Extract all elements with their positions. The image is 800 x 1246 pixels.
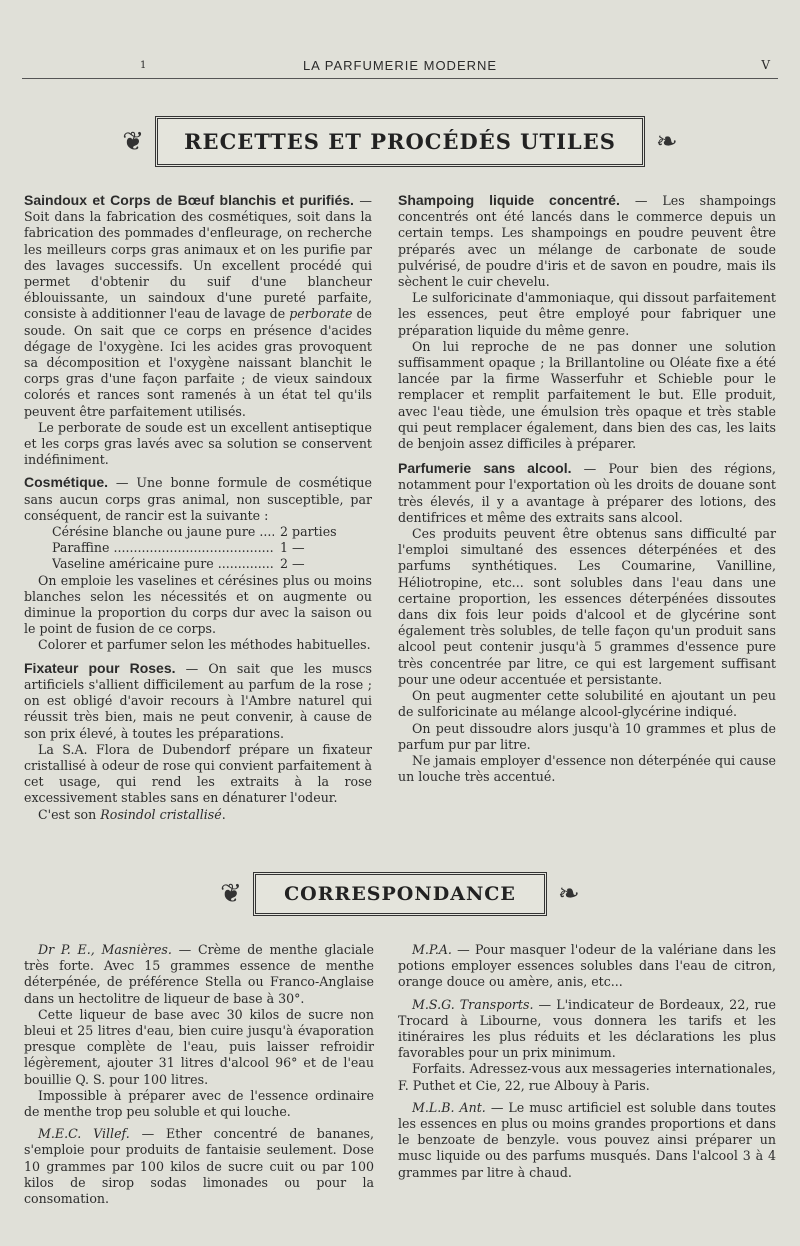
- ingredient-qty: 2 parties: [280, 524, 337, 540]
- article-saindoux: [24, 192, 372, 420]
- article-text: — Soit dans la fabrication des cosmétiques, soit dans la fabrication des pommades d'enfleurage, on recherche les meilleurs corps gras animaux et on les purifie par des lavages successifs. Un excellent procédé qui permet d'obtenir du suif d'une blancheur éblouissante, un saindoux d'une pureté parfaite, consiste à additionner l'eau de lavage de: [24, 193, 372, 322]
- letter-entry: [24, 942, 374, 1007]
- ingredient-name: Paraffine .....: [52, 540, 274, 556]
- page-mark: 1: [140, 60, 147, 71]
- article-parfumerie: [398, 460, 776, 526]
- correspondent-initials: M.L.B. Ant.: [412, 1099, 486, 1115]
- correspondent-initials: M.P.A.: [412, 942, 452, 957]
- letter-entry: [24, 1126, 374, 1207]
- article-heading: Parfumerie sans alcool.: [398, 460, 572, 477]
- page-number: V: [761, 58, 770, 72]
- section-banner-correspondance: [0, 872, 800, 916]
- running-header: [22, 58, 778, 79]
- correspondance-right: [398, 942, 776, 1181]
- recipe-row: [52, 524, 372, 540]
- article-text: — Une bonne formule de cosmétique sans aucun corps gras animal, non susceptible, par conséquent, de rancir est la suivante :: [24, 475, 372, 523]
- correspondent-initials: M.S.G. Transports.: [412, 996, 534, 1012]
- article-fixateur: [24, 660, 372, 742]
- paragraph: Ne jamais employer d'essence non déterpénée qui cause un louche très accentué.: [398, 752, 776, 785]
- correspondance-left: [24, 942, 374, 1207]
- paragraph: Le perborate de soude est un excellent antiseptique et les corps gras lavés avec sa solution se conservent indéfiniment.: [24, 419, 372, 468]
- letter-text: — Pour masquer l'odeur de la valériane dans les potions employer essences solubles dans l'eau de citron, orange douce ou amère, anis, etc...: [398, 942, 776, 990]
- article-text: .: [221, 806, 226, 822]
- paragraph: On lui reproche de ne pas donner une solution suffisamment opaque ; la Brillantoline ou Oléate fixe a été lancée par la firme Wasserfuhr et Schieble pour le remplacer et remplit parfaitement le but. Elle produit, avec l'eau tiède, une émulsion très opaque et très stable qui peut remplacer également, dans bien des cas, les laits de benjoin assez difficiles à préparer.: [398, 338, 776, 452]
- letter-entry: [398, 997, 776, 1062]
- article-heading: Cosmétique.: [24, 474, 109, 491]
- recipe-row: [52, 540, 372, 556]
- paragraph: [24, 807, 372, 823]
- article-text: — Pour bien des régions, notamment pour l'exportation où les droits de douane sont très élevés, il y a avantage à préparer des lotions, des dentifrices et même des extraits sans alcool.: [398, 461, 776, 525]
- recipe-table: [52, 524, 372, 573]
- paragraph: La S.A. Flora de Dubendorf prépare un fixateur cristallisé à odeur de rose qui convient parfaitement à cet usage, qui rend les extraits à la rose excessivement stables sans en dénaturer l'odeur.: [24, 741, 372, 806]
- ingredient-qty: 2 —: [280, 556, 305, 572]
- ingredient-name: Vaseline américaine pure .....: [52, 556, 274, 572]
- article-text: — On sait que les muscs artificiels s'allient difficilement au parfum de la rose ; on est obligé d'avoir recours à l'Ambre naturel qui réussit très bien, mais ne peut convenir, à cause de son prix élevé, à toutes les préparations.: [24, 660, 372, 741]
- ingredient-qty: 1 —: [280, 540, 305, 556]
- letter-text: — Ether concentré de bananes, s'emploie pour produits de fantaisie seulement. Dose 10 grammes par 100 kilos de sucre cuit ou par 100 kilos de sirop sodas limonades ou pour la consomation.: [24, 1126, 374, 1207]
- article-text: de soude. On sait que ce corps en présence d'acides dégage de l'oxygène. Ici les acides gras provoquent sa décomposition et l'oxygène naissant blanchit le corps gras d'une façon parfaite ; de vieux saindoux colorés et rances sont ramenés à un état tel qu'ils peuvent être parfaitement utilisés.: [24, 306, 372, 419]
- recipe-row: [52, 556, 372, 572]
- paragraph: Impossible à préparer avec de l'essence ordinaire de menthe trop peu soluble et qui louche.: [24, 1087, 374, 1120]
- article-heading: Saindoux et Corps de Bœuf blanchis et purifiés.: [24, 192, 354, 208]
- paragraph: On peut dissoudre alors jusqu'à 10 grammes et plus de parfum pur par litre.: [398, 720, 776, 752]
- article-text: — Les shampoings concentrés ont été lancés dans le commerce depuis un certain temps. Les shampoings en poudre peuvent être préparés avec un mélange de carbonate de soude pulvérisé, de poudre d'iris et de savon en poudre, mais ils sèchent le cuir chevelu.: [398, 193, 776, 290]
- fleuron-right-icon: ❧: [655, 126, 678, 157]
- section-banner-recettes: [0, 116, 800, 167]
- paragraph: Forfaits. Adressez-vous aux messageries internationales, F. Puthet et Cie, 22, rue Albouy à Paris.: [398, 1061, 776, 1093]
- right-column: [398, 188, 776, 785]
- article-cosmetique: [24, 474, 372, 524]
- article-heading: Fixateur pour Roses.: [24, 659, 176, 676]
- paragraph: On emploie les vaselines et cérésines plus ou moins blanches selon les nécessités et on augmente ou diminue la proportion du corps dur avec la saison ou le point de fusion de ce corps.: [24, 572, 372, 637]
- left-column: [24, 188, 372, 823]
- letter-text: — Le musc artificiel est soluble dans toutes les essences en plus ou moins grandes proportions et dans le benzoate de benzyle. vous pouvez ainsi préparer un musc liquide ou des parfums musqués. Dans l'alcool 3 à 4 grammes par litre à chaud.: [398, 1099, 777, 1180]
- article-text: C'est son: [38, 806, 101, 822]
- fleuron-left-icon: ❦: [122, 126, 144, 157]
- running-title: LA PARFUMERIE MODERNE: [302, 58, 498, 73]
- paragraph: Colorer et parfumer selon les méthodes habituelles.: [38, 637, 371, 653]
- section-title: CORRESPONDANCE: [284, 883, 516, 905]
- ingredient-name: Cérésine blanche ou jaune pure .....: [52, 524, 274, 540]
- emphasis-text: perborate: [289, 306, 353, 322]
- letter-text: — Crème de menthe glaciale très forte. Avec 15 grammes essence de menthe déterpénée, de préférence Stella ou Franco-Anglaise dans un hectolitre de liqueur de base à 30°.: [24, 942, 374, 1006]
- letter-entry: [398, 942, 776, 991]
- fleuron-left-icon: ❦: [220, 879, 242, 909]
- section-title-box: [155, 116, 645, 167]
- fleuron-right-icon: ❧: [558, 879, 580, 909]
- article-heading: Shampoing liquide concentré.: [398, 192, 620, 208]
- emphasis-text: Rosindol cristallisé: [100, 806, 222, 822]
- section-title: RECETTES ET PROCÉDÉS UTILES: [184, 129, 616, 154]
- letter-entry: [398, 1100, 776, 1181]
- paragraph: On peut augmenter cette solubilité en ajoutant un peu de sulforicinate au mélange alcool-glycérine indiqué.: [398, 688, 776, 720]
- correspondent-initials: M.E.C. Villef.: [38, 1126, 130, 1142]
- paragraph: Ces produits peuvent être obtenus sans difficulté par l'emploi simultané des essences déterpénées et des parfums synthétiques. Les Coumarine, Vanilline, Héliotropine, etc... sont solubles dans l'eau dans une certaine proportion, les essences déterpénées dissoutes dans dix fois leur poids d'alcool et de glycérine sont également très solubles, de telle façon qu'un produit sans alcool peut contenir jusqu'à 5 grammes d'essence pure très concentrée par litre, ce qui est largement suffisant pour une odeur accentuée et persistante.: [398, 526, 776, 687]
- section-title-box: [253, 872, 547, 916]
- paragraph: Cette liqueur de base avec 30 kilos de sucre non bleui et 25 litres d'eau, bien cuire jusqu'à évaporation presque complète de l'eau, puis laisser refroidir légèrement, ajouter 31 litres d'alcool 96° et de l'eau bouillie Q. S. pour 100 litres.: [24, 1006, 374, 1087]
- correspondent-initials: Dr P. E., Masnières.: [38, 942, 172, 957]
- article-shampoing: [398, 192, 776, 290]
- letter-text: — L'indicateur de Bordeaux, 22, rue Trocard à Libourne, vous donnera les tarifs et les itinéraires les plus réduits et les déclarations les plus favorables pour un prix minimum.: [398, 996, 776, 1061]
- paragraph: Le sulforicinate d'ammoniaque, qui dissout parfaitement les essences, peut être employé pour fabriquer une préparation liquide du même genre.: [398, 290, 776, 338]
